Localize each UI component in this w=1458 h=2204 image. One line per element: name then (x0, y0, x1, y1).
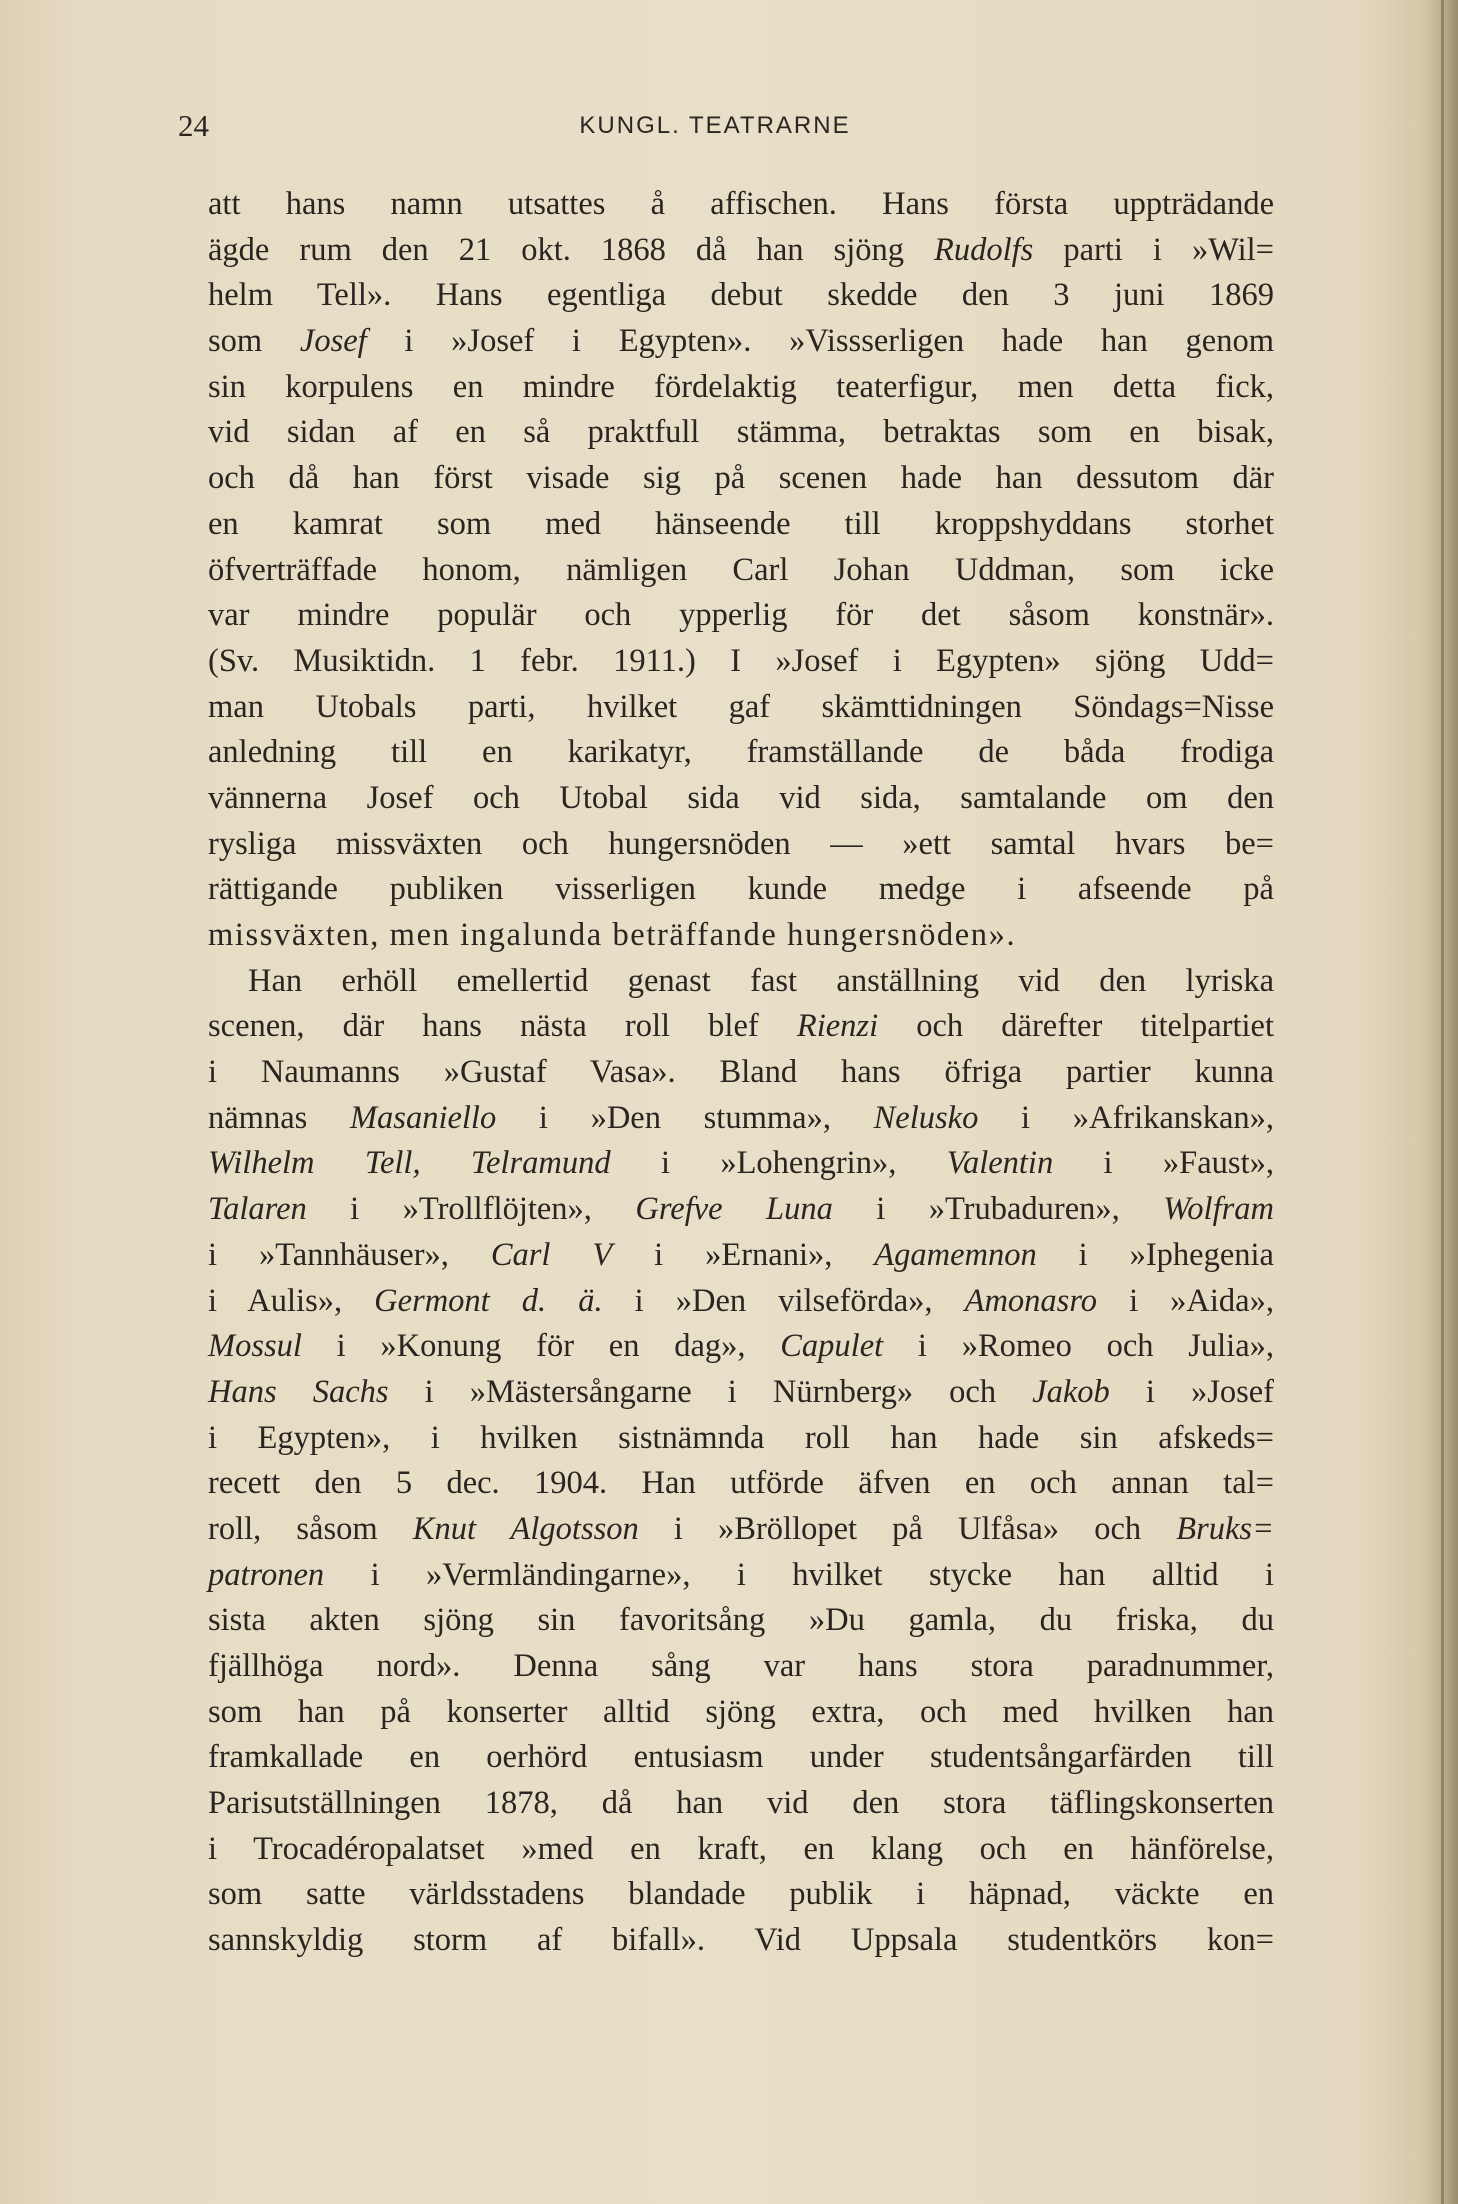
page-number: 24 (178, 108, 209, 143)
text-line-22: Wilhelm Tell, Telramund i »Lohengrin», Valentin i »Faust», (208, 1145, 1274, 1182)
text-line-16: rättigande publiken visserligen kunde medge i afseende på (208, 871, 1274, 908)
text-line-8: en kamrat som med hänseende till kroppshyddans storhet (208, 505, 1274, 542)
text-line-29: recett den 5 dec. 1904. Han utförde äfven en och annan tal= (208, 1465, 1274, 1502)
text-line-30: roll, såsom Knut Algotsson i »Bröllopet på Ulfåsa» och Bruks= (208, 1510, 1275, 1547)
text-line-39: sannskyldig storm af bifall». Vid Uppsala studentkörs kon= (208, 1922, 1274, 1959)
text-line-17: missväxten, men ingalunda beträffande hungersnöden». (208, 917, 1017, 953)
text-line-36: Parisutställningen 1878, då han vid den stora täflingskonserten (208, 1785, 1274, 1822)
text-line-4: som Josef i »Josef i Egypten». »Vissserligen hade han genom (208, 323, 1274, 360)
text-line-15: rysliga missväxten och hungersnöden — »ett samtal hvars be= (208, 825, 1274, 862)
text-line-5: sin korpulens en mindre fördelaktig teaterfigur, men detta fick, (208, 368, 1274, 405)
page-header (178, 108, 1252, 158)
text-line-32: sista akten sjöng sin favoritsång »Du gamla, du friska, du (208, 1602, 1274, 1639)
text-line-7: och då han först visade sig på scenen hade han dessutom där (208, 460, 1274, 497)
text-line-19: scenen, där hans nästa roll blef Rienzi och därefter titelpartiet (208, 1008, 1274, 1045)
text-line-11: (Sv. Musiktidn. 1 febr. 1911.) I »Josef i Egypten» sjöng Udd= (208, 642, 1274, 679)
text-line-3: helm Tell». Hans egentliga debut skedde den 3 juni 1869 (208, 277, 1274, 314)
running-head: KUNGL. TEATRARNE (579, 112, 851, 139)
text-line-23: Talaren i »Trollflöjten», Grefve Luna i »Trubaduren», Wolfram (208, 1191, 1274, 1228)
text-line-13: anledning till en karikatyr, framställande de båda frodiga (208, 734, 1274, 771)
text-line-31: patronen i »Vermländingarne», i hvilket stycke han alltid i (208, 1556, 1274, 1593)
text-line-35: framkallade en oerhörd entusiasm under studentsångarfärden till (208, 1739, 1274, 1776)
text-line-27: Hans Sachs i »Mästersångarne i Nürnberg» och Jakob i »Josef (208, 1373, 1274, 1410)
text-line-1: att hans namn utsattes å affischen. Hans första uppträdande (208, 186, 1274, 222)
text-line-37: i Trocadéropalatset »med en kraft, en klang och en hänförelse, (208, 1830, 1274, 1867)
text-line-26: Mossul i »Konung för en dag», Capulet i »Romeo och Julia», (208, 1328, 1274, 1365)
text-line-10: var mindre populär och ypperlig för det såsom konstnär». (208, 597, 1274, 634)
text-line-24: i »Tannhäuser», Carl V i »Ernani», Agamemnon i »Iphegenia (208, 1236, 1274, 1273)
body-text (208, 182, 1274, 1964)
text-line-20: i Naumanns »Gustaf Vasa». Bland hans öfriga partier kunna (208, 1054, 1274, 1091)
page-edge-line (1441, 0, 1444, 2204)
text-line-12: man Utobals parti, hvilket gaf skämttidningen Söndags=Nisse (208, 688, 1274, 725)
text-line-18: Han erhöll emellertid genast fast anställning vid den lyriska (248, 962, 1274, 999)
text-line-9: öfverträffade honom, nämligen Carl Johan Uddman, som icke (208, 551, 1274, 588)
text-line-14: vännerna Josef och Utobal sida vid sida, samtalande om den (208, 779, 1274, 816)
text-line-33: fjällhöga nord». Denna sång var hans stora paradnummer, (208, 1648, 1274, 1684)
text-line-34: som han på konserter alltid sjöng extra, och med hvilken han (208, 1693, 1274, 1730)
text-line-6: vid sidan af en så praktfull stämma, betraktas som en bisak, (208, 414, 1274, 451)
text-line-21: nämnas Masaniello i »Den stumma», Nelusko i »Afrikanskan», (208, 1099, 1274, 1136)
text-line-25: i Aulis», Germont d. ä. i »Den vilseförda», Amonasro i »Aida», (208, 1282, 1274, 1319)
text-line-28: i Egypten», i hvilken sistnämnda roll han hade sin afskeds= (208, 1419, 1274, 1456)
text-line-38: som satte världsstadens blandade publik i häpnad, väckte en (208, 1876, 1274, 1913)
text-line-2: ägde rum den 21 okt. 1868 då han sjöng Rudolfs parti i »Wil= (208, 231, 1274, 268)
